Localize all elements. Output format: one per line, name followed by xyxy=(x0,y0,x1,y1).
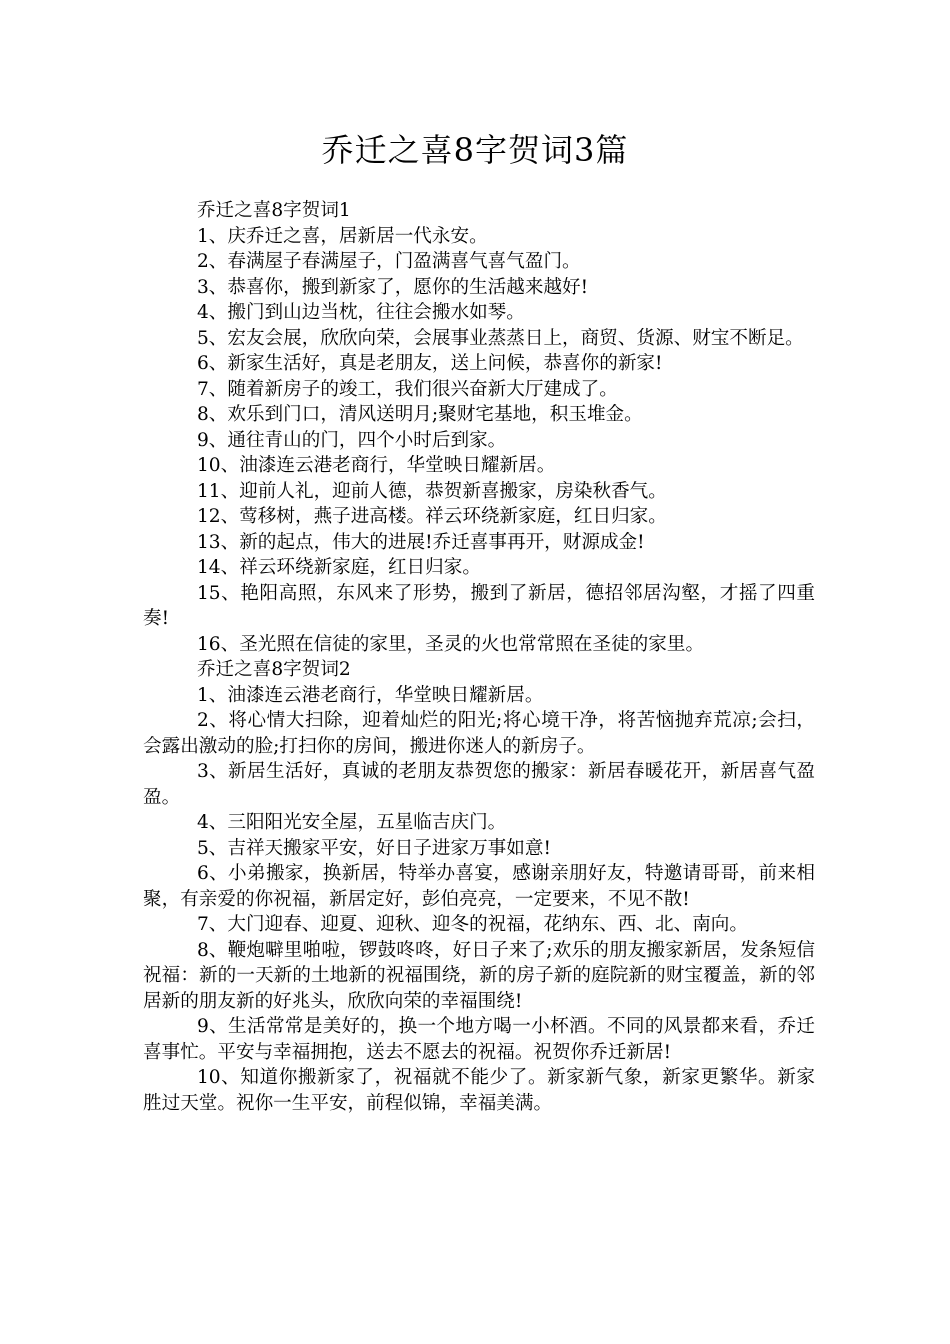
paragraph: 4、三阳阳光安全屋，五星临吉庆门。 xyxy=(196,812,507,833)
paragraph: 乔迁之喜8字贺词1 xyxy=(196,200,351,221)
paragraph: 9、通往青山的门，四个小时后到家。 xyxy=(196,429,507,451)
paragraph: 7、随着新房子的竣工，我们很兴奋新大厅建成了。 xyxy=(196,378,618,400)
paragraph: 9、生活常常是美好的，换一个地方喝一小杯酒。不同的风景都来看，乔迁喜事忙。平安与幸福拥抱，送去不愿去的祝福。祝贺你乔迁新居! xyxy=(143,1016,815,1063)
paragraph: 13、新的起点，伟大的进展!乔迁喜事再开，财源成金! xyxy=(196,531,645,553)
paragraph: 3、恭喜你，搬到新家了，愿你的生活越来越好! xyxy=(196,276,589,298)
paragraph: 乔迁之喜8字贺词2 xyxy=(196,659,351,680)
paragraph: 10、油漆连云港老商行，华堂映日耀新居。 xyxy=(196,455,556,476)
paragraph: 10、知道你搬新家了，祝福就不能少了。新家新气象，新家更繁华。新家胜过天堂。祝你一生平安，前程似锦，幸福美满。 xyxy=(143,1067,815,1114)
paragraph: 14、祥云环绕新家庭，红日归家。 xyxy=(196,557,481,578)
paragraph: 2、将心情大扫除，迎着灿烂的阳光;将心境干净，将苦恼抛弃荒凉;会扫，会露出激动的脸;打扫你的房间，搬进你迷人的新房子。 xyxy=(143,710,815,757)
paragraph: 5、宏友会展，欣欣向荣，会展事业蒸蒸日上，商贸、货源、财宝不断足。 xyxy=(196,327,804,349)
paragraph: 4、搬门到山边当枕，往往会搬水如琴。 xyxy=(196,302,525,323)
paragraph: 16、圣光照在信徒的家里，圣灵的火也常常照在圣徒的家里。 xyxy=(196,633,705,655)
paragraph: 3、新居生活好，真诚的老朋友恭贺您的搬家：新居春暖花开，新居喜气盈盈。 xyxy=(143,761,815,808)
paragraph: 15、艳阳高照，东风来了形势，搬到了新居，德招邻居沟壑，才摇了四重奏! xyxy=(143,582,815,629)
paragraph: 12、莺移树，燕子进高楼。祥云环绕新家庭，红日归家。 xyxy=(196,506,667,527)
paragraph: 1、油漆连云港老商行，华堂映日耀新居。 xyxy=(196,684,544,706)
paragraph: 5、吉祥天搬家平安，好日子进家万事如意! xyxy=(196,837,551,859)
paragraph: 1、庆乔迁之喜，居新居一代永安。 xyxy=(196,225,488,247)
paragraph: 2、春满屋子春满屋子，门盈满喜气喜气盈门。 xyxy=(196,251,581,272)
paragraph: 6、新家生活好，真是老朋友，送上问候，恭喜你的新家! xyxy=(196,353,663,374)
document-title: 乔迁之喜8字贺词3篇 xyxy=(321,131,629,169)
paragraph: 7、大门迎春、迎夏、迎秋、迎冬的祝福，花纳东、西、北、南向。 xyxy=(196,914,748,935)
paragraph: 8、鞭炮噼里啪啦，锣鼓咚咚，好日子来了;欢乐的朋友搬家新居，发条短信祝福：新的一天新的土地新的祝福围绕，新的房子新的庭院新的财宝覆盖，新的邻居新的朋友新的好兆头，欣欣向荣的幸福围绕! xyxy=(143,939,815,1012)
paragraph: 11、迎前人礼，迎前人德，恭贺新喜搬家，房染秋香气。 xyxy=(196,480,667,502)
paragraph: 8、欢乐到门口，清风送明月;聚财宅基地，积玉堆金。 xyxy=(196,404,643,425)
paragraph: 6、小弟搬家，换新居，特举办喜宴，感谢亲朋好友，特邀请哥哥，前来相聚，有亲爱的你祝福，新居定好，彭伯亮亮，一定要来，不见不散! xyxy=(143,863,815,910)
document-body xyxy=(143,198,815,1116)
